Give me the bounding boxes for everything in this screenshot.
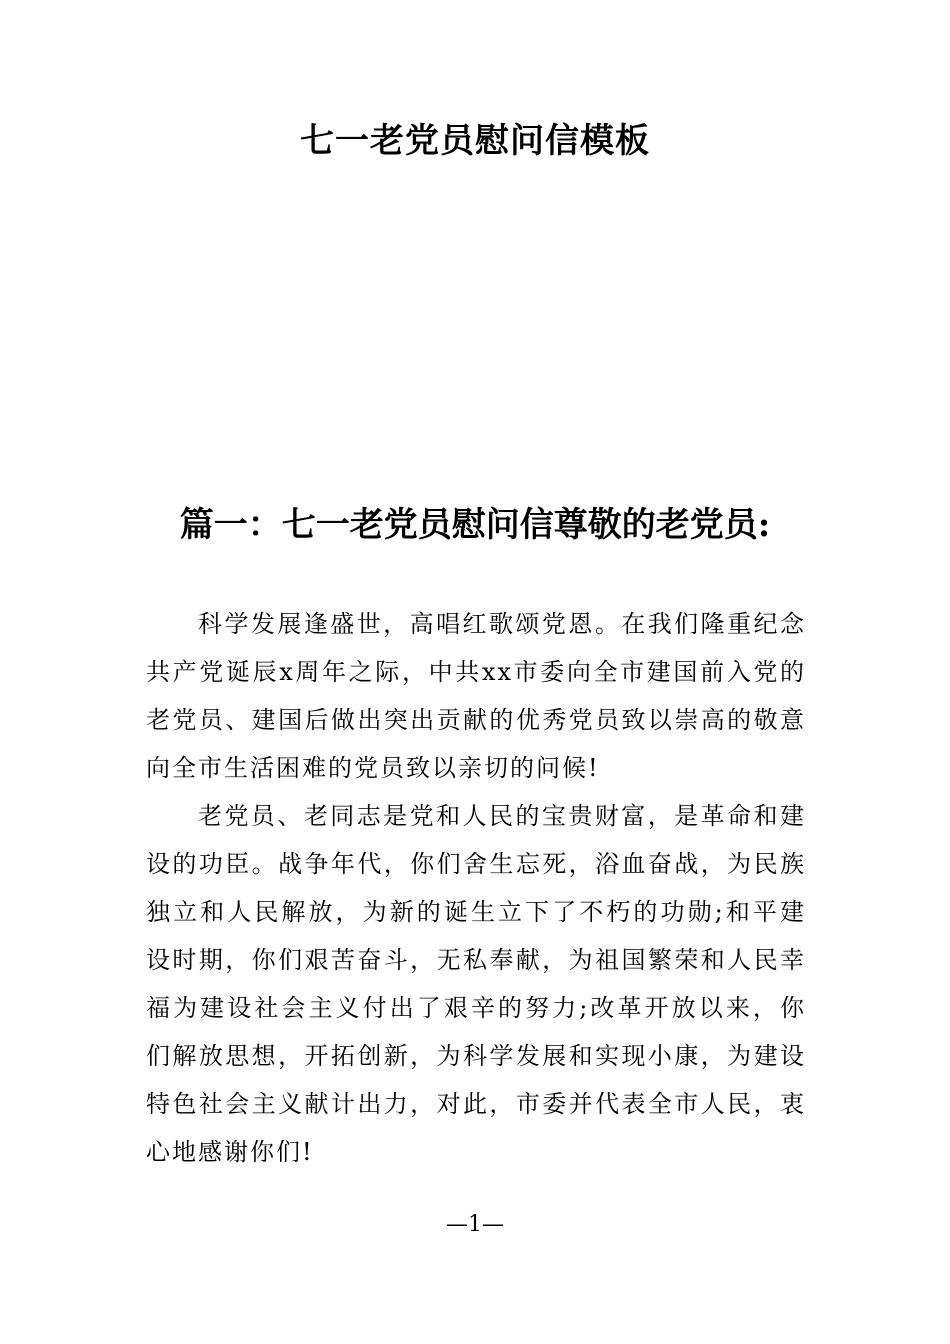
letter-body (146, 600, 806, 1176)
document-title: 七一老党员慰问信模板 (300, 121, 650, 161)
page-number: —1— (446, 1212, 504, 1237)
paragraph-2: 老党员、老同志是党和人民的宝贵财富，是革命和建设的功臣。战争年代，你们舍生忘死，浴血奋战，为民族独立和人民解放，为新的诞生立下了不朽的功勋;和平建设时期，你们艰苦奋斗，无私奉献，为祖国繁荣和人民幸福为建设社会主义付出了艰辛的努力;改革开放以来，你们解放思想，开拓创新，为科学发展和实现小康，为建设特色社会主义献计出力，对此，市委并代表全市人民，衷心地感谢你们! (146, 802, 806, 1166)
paragraph-1: 科学发展逢盛世，高唱红歌颂党恩。在我们隆重纪念共产党诞辰x周年之际，中共xx市委向全市建国前入党的老党员、建国后做出突出贡献的优秀党员致以崇高的敬意向全市生活困难的党员致以亲切的问候! (146, 610, 806, 782)
section-heading: 篇一：七一老党员慰问信尊敬的老党员: (179, 505, 771, 545)
